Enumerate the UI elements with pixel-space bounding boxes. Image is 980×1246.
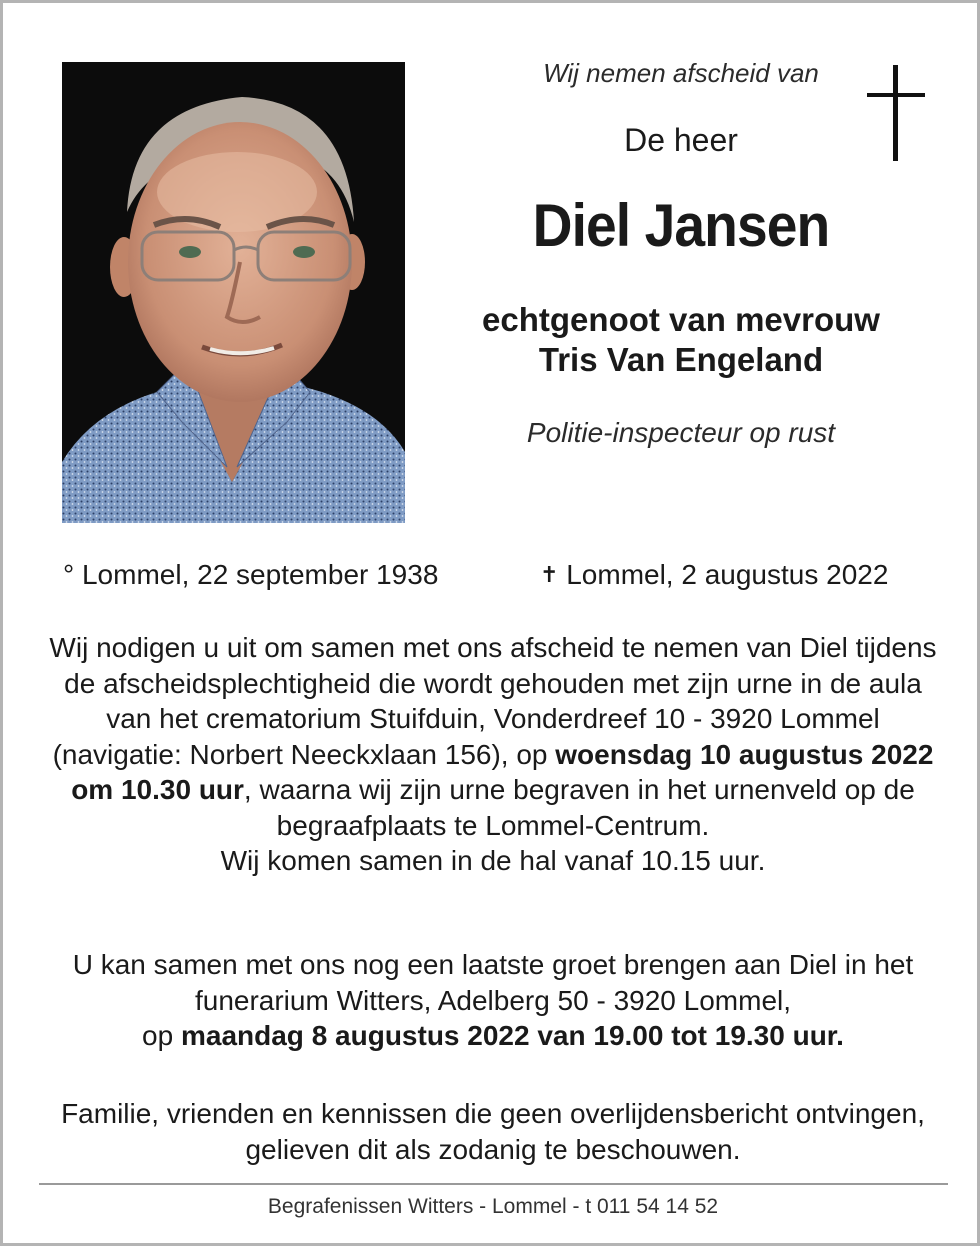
death-cross-icon: ✝ (540, 562, 559, 587)
ceremony-text-b: , waarna wij zijn urne begraven in het urnenveld op de begraafplaats te Lommel-Centrum. (243, 774, 915, 841)
spouse-line-2: Tris Van Engeland (538, 341, 824, 378)
visitation-paragraph (43, 947, 943, 1054)
deceased-name: Diel Jansen (532, 192, 830, 259)
intro-text: Wij nemen afscheid van (543, 58, 819, 88)
birth-info: ° Lommel, 22 september 1938 (63, 559, 439, 590)
visitation-text-a: U kan samen met ons nog een laatste groet brengen aan Diel in het funerarium Witters, Adelberg 50 - 3920 Lommel, (72, 949, 914, 1016)
notice-paragraph: Familie, vrienden en kennissen die geen overlijdensbericht ontvingen, gelieven dit als zodanig te beschouwen. (61, 1098, 925, 1165)
visitation-datetime: maandag 8 augustus 2022 van 19.00 tot 19.30 uur. (180, 1020, 844, 1051)
name-prefix: De heer (624, 122, 738, 158)
death-date: Lommel, 2 augustus 2022 (566, 559, 889, 590)
portrait-photo (62, 62, 405, 523)
spouse-block (423, 300, 939, 380)
ceremony-datetime: woensdag 10 augustus 2022 om 10.30 uur (71, 738, 934, 805)
gathering-time: Wij komen samen in de hal vanaf 10.15 uur. (220, 845, 766, 876)
spouse-line-1: echtgenoot van mevrouw (482, 301, 880, 338)
death-info (540, 559, 888, 591)
occupation: Politie-inspecteur op rust (526, 417, 836, 448)
visitation-text-b: op (142, 1020, 181, 1051)
footer-divider (39, 1183, 948, 1185)
funeral-home-footer: Begrafenissen Witters - Lommel - t 011 54 14 52 (267, 1195, 719, 1218)
ceremony-text-a: Wij nodigen u uit om samen met ons afscheid te nemen van Diel tijdens de afscheidsplechtigheid die wordt gehouden met zijn urne in de aula van het crematorium Stuifduin, Vonderdreef 10 - 3920 Lommel (navigatie: Norbert Neeckxlaan 156), op (49, 632, 937, 770)
ceremony-paragraph (43, 630, 943, 879)
